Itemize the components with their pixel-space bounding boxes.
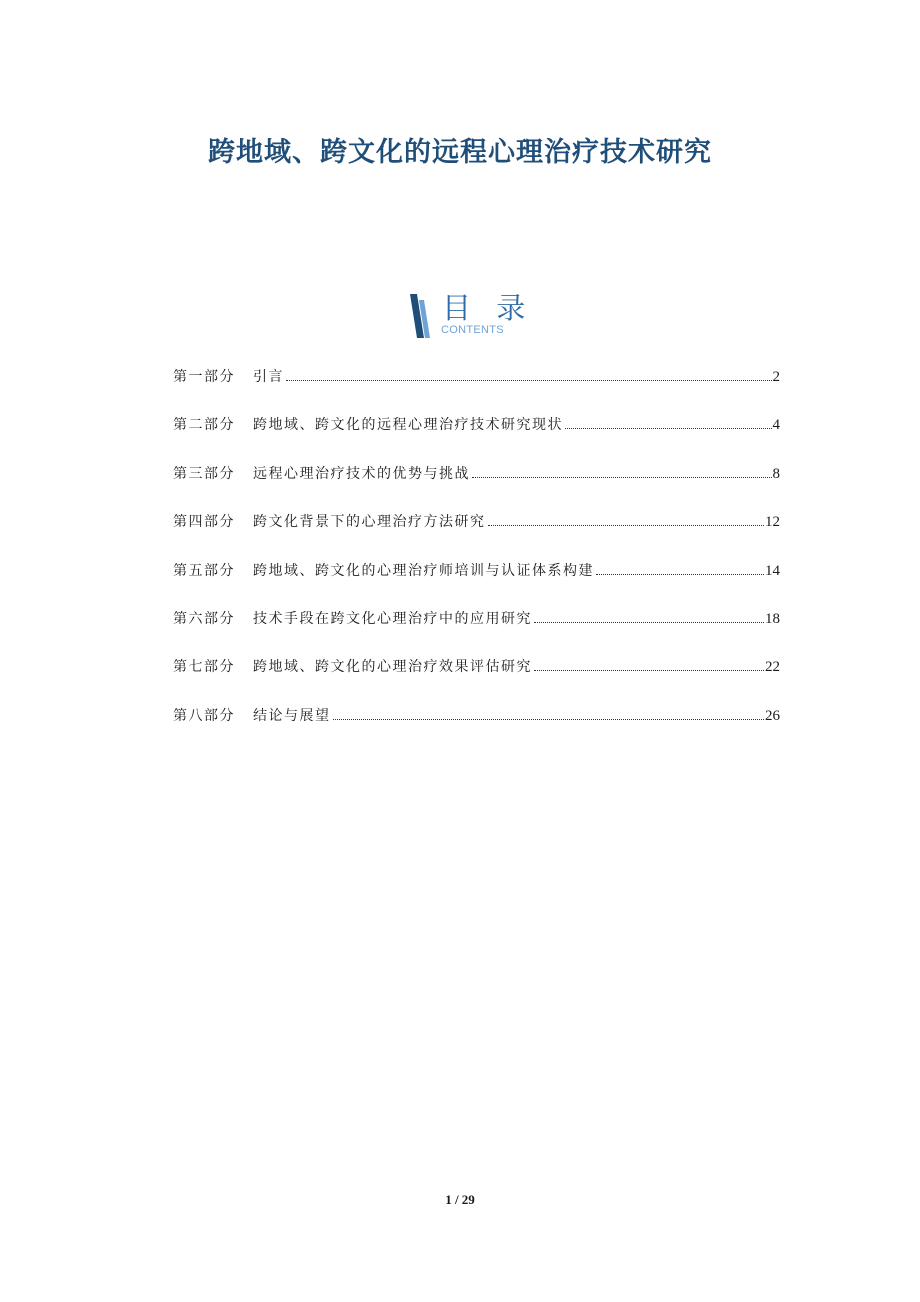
- toc-dot-leader: [286, 380, 772, 381]
- toc-entry-6[interactable]: [173, 608, 780, 656]
- toc-entry-8[interactable]: [173, 705, 780, 753]
- toc-dot-leader: [472, 477, 772, 478]
- toc-entry-title: 跨地域、跨文化的远程心理治疗技术研究现状: [253, 417, 563, 434]
- toc-entry-title: 技术手段在跨文化心理治疗中的应用研究: [253, 610, 532, 627]
- toc-entry-page: 12: [765, 514, 780, 531]
- toc-dot-leader: [333, 719, 765, 720]
- toc-entry-title: 结论与展望: [253, 707, 331, 724]
- toc-entry-5[interactable]: [173, 560, 780, 608]
- toc-entry-1[interactable]: [173, 366, 780, 414]
- toc-entry-title: 跨地域、跨文化的心理治疗师培训与认证体系构建: [253, 562, 594, 579]
- toc-entry-part: 第七部分: [173, 659, 235, 676]
- toc-entry-part: 第五部分: [173, 562, 235, 579]
- toc-entry-title: 引言: [253, 369, 284, 385]
- toc-entry-title: 跨地域、跨文化的心理治疗效果评估研究: [253, 659, 532, 676]
- toc-entry-title: 跨文化背景下的心理治疗方法研究: [253, 514, 486, 531]
- toc-entry-part: 第四部分: [173, 514, 235, 531]
- toc-stripes-icon: [408, 294, 432, 338]
- toc-entry-page: 2: [772, 369, 780, 385]
- toc-entry-page: 18: [765, 610, 780, 627]
- toc-dot-leader: [534, 622, 764, 623]
- toc-entry-part: 第六部分: [173, 610, 235, 627]
- toc-entry-3[interactable]: [173, 463, 780, 511]
- toc-entry-part: 第八部分: [173, 707, 235, 724]
- toc-entry-page: 22: [765, 659, 780, 676]
- toc-entry-2[interactable]: [173, 414, 780, 462]
- toc-subheading: CONTENTS: [441, 324, 504, 336]
- toc-list: [173, 366, 780, 753]
- document-title: 跨地域、跨文化的远程心理治疗技术研究: [208, 137, 712, 169]
- toc-dot-leader: [488, 525, 765, 526]
- toc-entry-part: 第二部分: [173, 417, 235, 434]
- page-number: 1 / 29: [445, 1192, 475, 1207]
- toc-entry-part: 第一部分: [173, 369, 235, 385]
- toc-heading: 目 录: [442, 291, 534, 325]
- toc-entry-page: 8: [772, 465, 780, 482]
- toc-dot-leader: [596, 574, 764, 575]
- toc-entry-7[interactable]: [173, 656, 780, 704]
- toc-entry-page: 26: [765, 707, 780, 724]
- toc-entry-page: 4: [772, 417, 780, 434]
- toc-dot-leader: [565, 428, 772, 429]
- toc-entry-part: 第三部分: [173, 465, 235, 482]
- toc-dot-leader: [534, 670, 764, 671]
- toc-entry-title: 远程心理治疗技术的优势与挑战: [253, 465, 470, 482]
- toc-header: [408, 292, 538, 340]
- toc-entry-4[interactable]: [173, 511, 780, 559]
- toc-entry-page: 14: [765, 562, 780, 579]
